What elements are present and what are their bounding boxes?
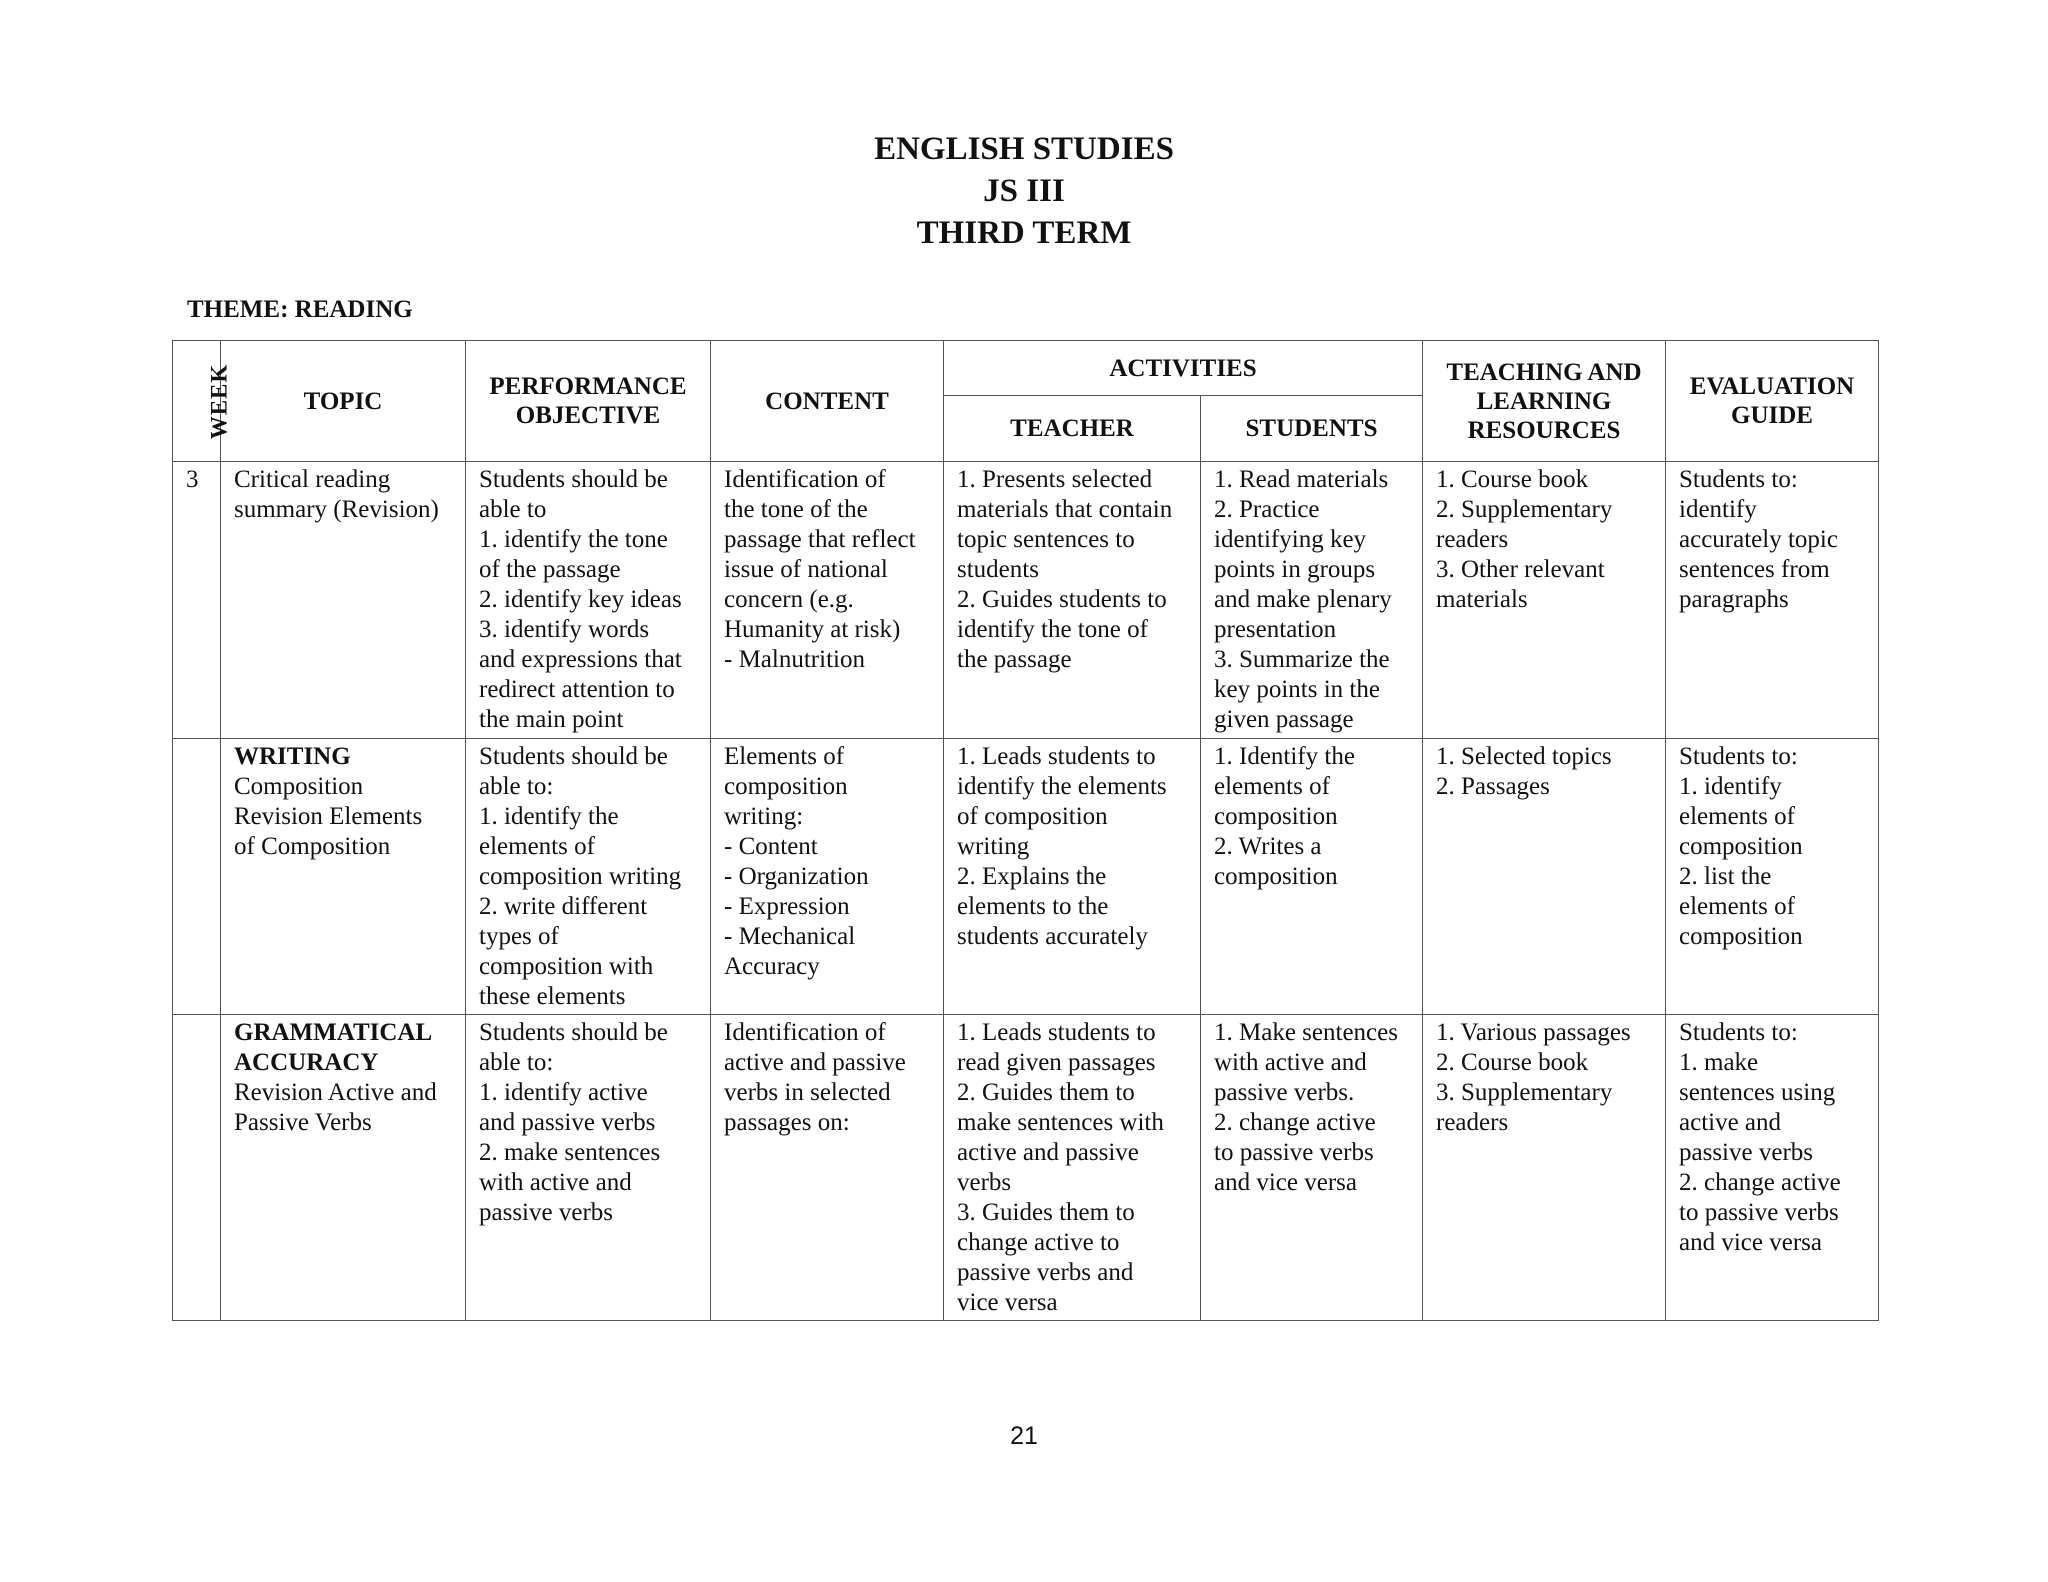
content-line: issue of national bbox=[724, 556, 888, 583]
objective-line: and expressions that bbox=[479, 646, 682, 673]
students-line: elements of bbox=[1214, 773, 1330, 800]
students-line: 3. Summarize the bbox=[1214, 646, 1390, 673]
teacher-line: 1. Leads students to bbox=[957, 1019, 1156, 1046]
resources-line: 1. Course book bbox=[1436, 466, 1589, 493]
resources-line: 2. Course book bbox=[1436, 1049, 1589, 1076]
evaluation-line: active and bbox=[1679, 1109, 1782, 1136]
objective-line: 3. identify words bbox=[479, 616, 650, 643]
topic-line: of Composition bbox=[234, 833, 391, 860]
topic-heading: WRITING bbox=[234, 743, 351, 770]
content-line: - Organization bbox=[724, 863, 869, 890]
resources-line: 1. Selected topics bbox=[1436, 743, 1612, 770]
theme-heading: THEME: READING bbox=[187, 296, 413, 323]
teacher-line: 2. Guides students to bbox=[957, 586, 1167, 613]
content-line: the tone of the bbox=[724, 496, 868, 523]
objective-line: and passive verbs bbox=[479, 1109, 656, 1136]
topic-line: Revision Elements bbox=[234, 803, 423, 830]
objective-line: 1. identify the bbox=[479, 803, 619, 830]
header-content: CONTENT bbox=[711, 341, 944, 462]
students-line: points in groups bbox=[1214, 556, 1376, 583]
objective-line: 2. make sentences bbox=[479, 1139, 661, 1166]
objective-line: 1. identify active bbox=[479, 1079, 648, 1106]
topic-line: summary (Revision) bbox=[234, 496, 439, 523]
week-cell bbox=[173, 739, 221, 1015]
topic-line: Composition bbox=[234, 773, 364, 800]
content-cell bbox=[711, 462, 944, 739]
teacher-cell bbox=[944, 462, 1201, 739]
teacher-line: 1. Presents selected bbox=[957, 466, 1153, 493]
title-subject: ENGLISH STUDIES bbox=[874, 131, 1174, 167]
teacher-line: of composition bbox=[957, 803, 1108, 830]
students-line: presentation bbox=[1214, 616, 1337, 643]
teacher-line: students accurately bbox=[957, 923, 1148, 950]
objective-line: the main point bbox=[479, 706, 624, 733]
evaluation-line: elements of bbox=[1679, 803, 1795, 830]
objective-line: composition with bbox=[479, 953, 654, 980]
teacher-line: verbs bbox=[957, 1169, 1012, 1196]
header-week-label: WEEK bbox=[206, 363, 232, 439]
document-title bbox=[0, 128, 2048, 254]
teacher-line: passive verbs and bbox=[957, 1259, 1134, 1286]
students-line: 2. Practice bbox=[1214, 496, 1320, 523]
evaluation-line: Students to: bbox=[1679, 743, 1798, 770]
content-line: verbs in selected bbox=[724, 1079, 891, 1106]
teacher-line: active and passive bbox=[957, 1139, 1139, 1166]
table-header-row bbox=[173, 341, 1879, 396]
evaluation-line: Students to: bbox=[1679, 1019, 1798, 1046]
header-resources: TEACHING AND LEARNING RESOURCES bbox=[1423, 341, 1666, 462]
students-cell bbox=[1201, 1015, 1423, 1321]
page-number: 21 bbox=[1010, 1422, 1038, 1450]
objective-line: 1. identify the tone bbox=[479, 526, 668, 553]
objective-line: types of bbox=[479, 923, 559, 950]
teacher-line: make sentences with bbox=[957, 1109, 1164, 1136]
students-cell bbox=[1201, 739, 1423, 1015]
evaluation-line: composition bbox=[1679, 833, 1803, 860]
teacher-line: 3. Guides them to bbox=[957, 1199, 1135, 1226]
content-line: - Content bbox=[724, 833, 818, 860]
resources-cell bbox=[1423, 1015, 1666, 1321]
teacher-line: topic sentences to bbox=[957, 526, 1135, 553]
students-cell bbox=[1201, 462, 1423, 739]
teacher-line: identify the tone of bbox=[957, 616, 1148, 643]
objective-line: redirect attention to bbox=[479, 676, 675, 703]
students-line: given passage bbox=[1214, 706, 1354, 733]
teacher-line: vice versa bbox=[957, 1289, 1058, 1316]
teacher-line: 2. Explains the bbox=[957, 863, 1107, 890]
teacher-cell bbox=[944, 1015, 1201, 1321]
resources-line: 3. Other relevant bbox=[1436, 556, 1605, 583]
evaluation-line: elements of bbox=[1679, 893, 1795, 920]
content-line: Identification of bbox=[724, 466, 886, 493]
content-line: Accuracy bbox=[724, 953, 820, 980]
content-line: - Malnutrition bbox=[724, 646, 865, 673]
teacher-line: the passage bbox=[957, 646, 1072, 673]
resources-cell bbox=[1423, 462, 1666, 739]
students-line: with active and bbox=[1214, 1049, 1367, 1076]
teacher-line: identify the elements bbox=[957, 773, 1167, 800]
students-line: and make plenary bbox=[1214, 586, 1392, 613]
objective-cell bbox=[466, 462, 711, 739]
students-line: 1. Read materials bbox=[1214, 466, 1389, 493]
table-row bbox=[173, 462, 1879, 739]
students-line: 1. Identify the bbox=[1214, 743, 1355, 770]
topic-heading: GRAMMATICAL bbox=[234, 1019, 433, 1046]
students-line: composition bbox=[1214, 803, 1338, 830]
objective-cell bbox=[466, 1015, 711, 1321]
evaluation-line: 2. change active bbox=[1679, 1169, 1841, 1196]
evaluation-line: Students to: bbox=[1679, 466, 1798, 493]
resources-line: 1. Various passages bbox=[1436, 1019, 1631, 1046]
week-cell bbox=[173, 1015, 221, 1321]
topic-heading: ACCURACY bbox=[234, 1049, 379, 1076]
objective-line: with active and bbox=[479, 1169, 632, 1196]
evaluation-line: passive verbs bbox=[1679, 1139, 1813, 1166]
students-line: key points in the bbox=[1214, 676, 1380, 703]
content-line: writing: bbox=[724, 803, 804, 830]
objective-line: of the passage bbox=[479, 556, 621, 583]
students-line: 1. Make sentences bbox=[1214, 1019, 1398, 1046]
evaluation-line: to passive verbs bbox=[1679, 1199, 1839, 1226]
objective-line: passive verbs bbox=[479, 1199, 613, 1226]
evaluation-line: paragraphs bbox=[1679, 586, 1789, 613]
students-line: passive verbs. bbox=[1214, 1079, 1355, 1106]
content-line: passages on: bbox=[724, 1109, 850, 1136]
table-row bbox=[173, 739, 1879, 1015]
objective-line: able to: bbox=[479, 1049, 554, 1076]
teacher-line: read given passages bbox=[957, 1049, 1156, 1076]
evaluation-line: 1. identify bbox=[1679, 773, 1782, 800]
content-line: - Mechanical bbox=[724, 923, 856, 950]
content-line: - Expression bbox=[724, 893, 850, 920]
objective-cell bbox=[466, 739, 711, 1015]
header-topic: TOPIC bbox=[221, 341, 466, 462]
evaluation-line: and vice versa bbox=[1679, 1229, 1822, 1256]
content-cell bbox=[711, 1015, 944, 1321]
objective-line: able to bbox=[479, 496, 547, 523]
header-activities: ACTIVITIES bbox=[944, 341, 1423, 396]
students-line: and vice versa bbox=[1214, 1169, 1357, 1196]
topic-line: Revision Active and bbox=[234, 1079, 437, 1106]
content-line: active and passive bbox=[724, 1049, 906, 1076]
content-line: Identification of bbox=[724, 1019, 886, 1046]
topic-cell bbox=[221, 1015, 466, 1321]
content-line: composition bbox=[724, 773, 848, 800]
objective-line: 2. identify key ideas bbox=[479, 586, 682, 613]
objective-line: able to: bbox=[479, 773, 554, 800]
evaluation-line: identify bbox=[1679, 496, 1757, 523]
evaluation-cell bbox=[1666, 462, 1879, 739]
content-line: passage that reflect bbox=[724, 526, 916, 553]
objective-line: composition writing bbox=[479, 863, 682, 890]
header-week bbox=[173, 341, 232, 462]
students-line: to passive verbs bbox=[1214, 1139, 1374, 1166]
topic-line: Critical reading bbox=[234, 466, 391, 493]
scheme-of-work-table bbox=[172, 340, 1879, 1321]
content-cell bbox=[711, 739, 944, 1015]
teacher-line: 2. Guides them to bbox=[957, 1079, 1135, 1106]
evaluation-cell bbox=[1666, 1015, 1879, 1321]
topic-cell bbox=[221, 462, 466, 739]
teacher-line: elements to the bbox=[957, 893, 1109, 920]
objective-line: these elements bbox=[479, 983, 626, 1010]
title-class: JS III bbox=[983, 173, 1065, 209]
week-cell: 3 bbox=[173, 462, 221, 739]
objective-line: Students should be bbox=[479, 466, 668, 493]
students-line: 2. Writes a bbox=[1214, 833, 1322, 860]
resources-line: materials bbox=[1436, 586, 1528, 613]
students-line: 2. change active bbox=[1214, 1109, 1376, 1136]
content-line: Elements of bbox=[724, 743, 845, 770]
content-line: concern (e.g. bbox=[724, 586, 854, 613]
title-term: THIRD TERM bbox=[916, 215, 1132, 251]
evaluation-cell bbox=[1666, 739, 1879, 1015]
content-line: Humanity at risk) bbox=[724, 616, 901, 643]
students-line: composition bbox=[1214, 863, 1338, 890]
teacher-cell bbox=[944, 739, 1201, 1015]
objective-line: Students should be bbox=[479, 743, 668, 770]
header-evaluation: EVALUATION GUIDE bbox=[1666, 341, 1879, 462]
resources-line: readers bbox=[1436, 1109, 1509, 1136]
objective-line: 2. write different bbox=[479, 893, 648, 920]
teacher-line: materials that contain bbox=[957, 496, 1173, 523]
header-teacher: TEACHER bbox=[944, 396, 1201, 462]
resources-line: readers bbox=[1436, 526, 1509, 553]
resources-cell bbox=[1423, 739, 1666, 1015]
evaluation-line: sentences using bbox=[1679, 1079, 1836, 1106]
teacher-line: change active to bbox=[957, 1229, 1120, 1256]
evaluation-line: 2. list the bbox=[1679, 863, 1772, 890]
teacher-line: 1. Leads students to bbox=[957, 743, 1156, 770]
teacher-line: students bbox=[957, 556, 1039, 583]
resources-line: 2. Passages bbox=[1436, 773, 1550, 800]
evaluation-line: composition bbox=[1679, 923, 1803, 950]
teacher-line: writing bbox=[957, 833, 1030, 860]
evaluation-line: 1. make bbox=[1679, 1049, 1759, 1076]
table-row bbox=[173, 1015, 1879, 1321]
evaluation-line: sentences from bbox=[1679, 556, 1830, 583]
topic-cell bbox=[221, 739, 466, 1015]
evaluation-line: accurately topic bbox=[1679, 526, 1838, 553]
objective-line: Students should be bbox=[479, 1019, 668, 1046]
resources-line: 2. Supplementary bbox=[1436, 496, 1613, 523]
topic-line: Passive Verbs bbox=[234, 1109, 372, 1136]
header-objective: PERFORMANCE OBJECTIVE bbox=[466, 341, 711, 462]
objective-line: elements of bbox=[479, 833, 595, 860]
header-students: STUDENTS bbox=[1201, 396, 1423, 462]
students-line: identifying key bbox=[1214, 526, 1367, 553]
resources-line: 3. Supplementary bbox=[1436, 1079, 1613, 1106]
